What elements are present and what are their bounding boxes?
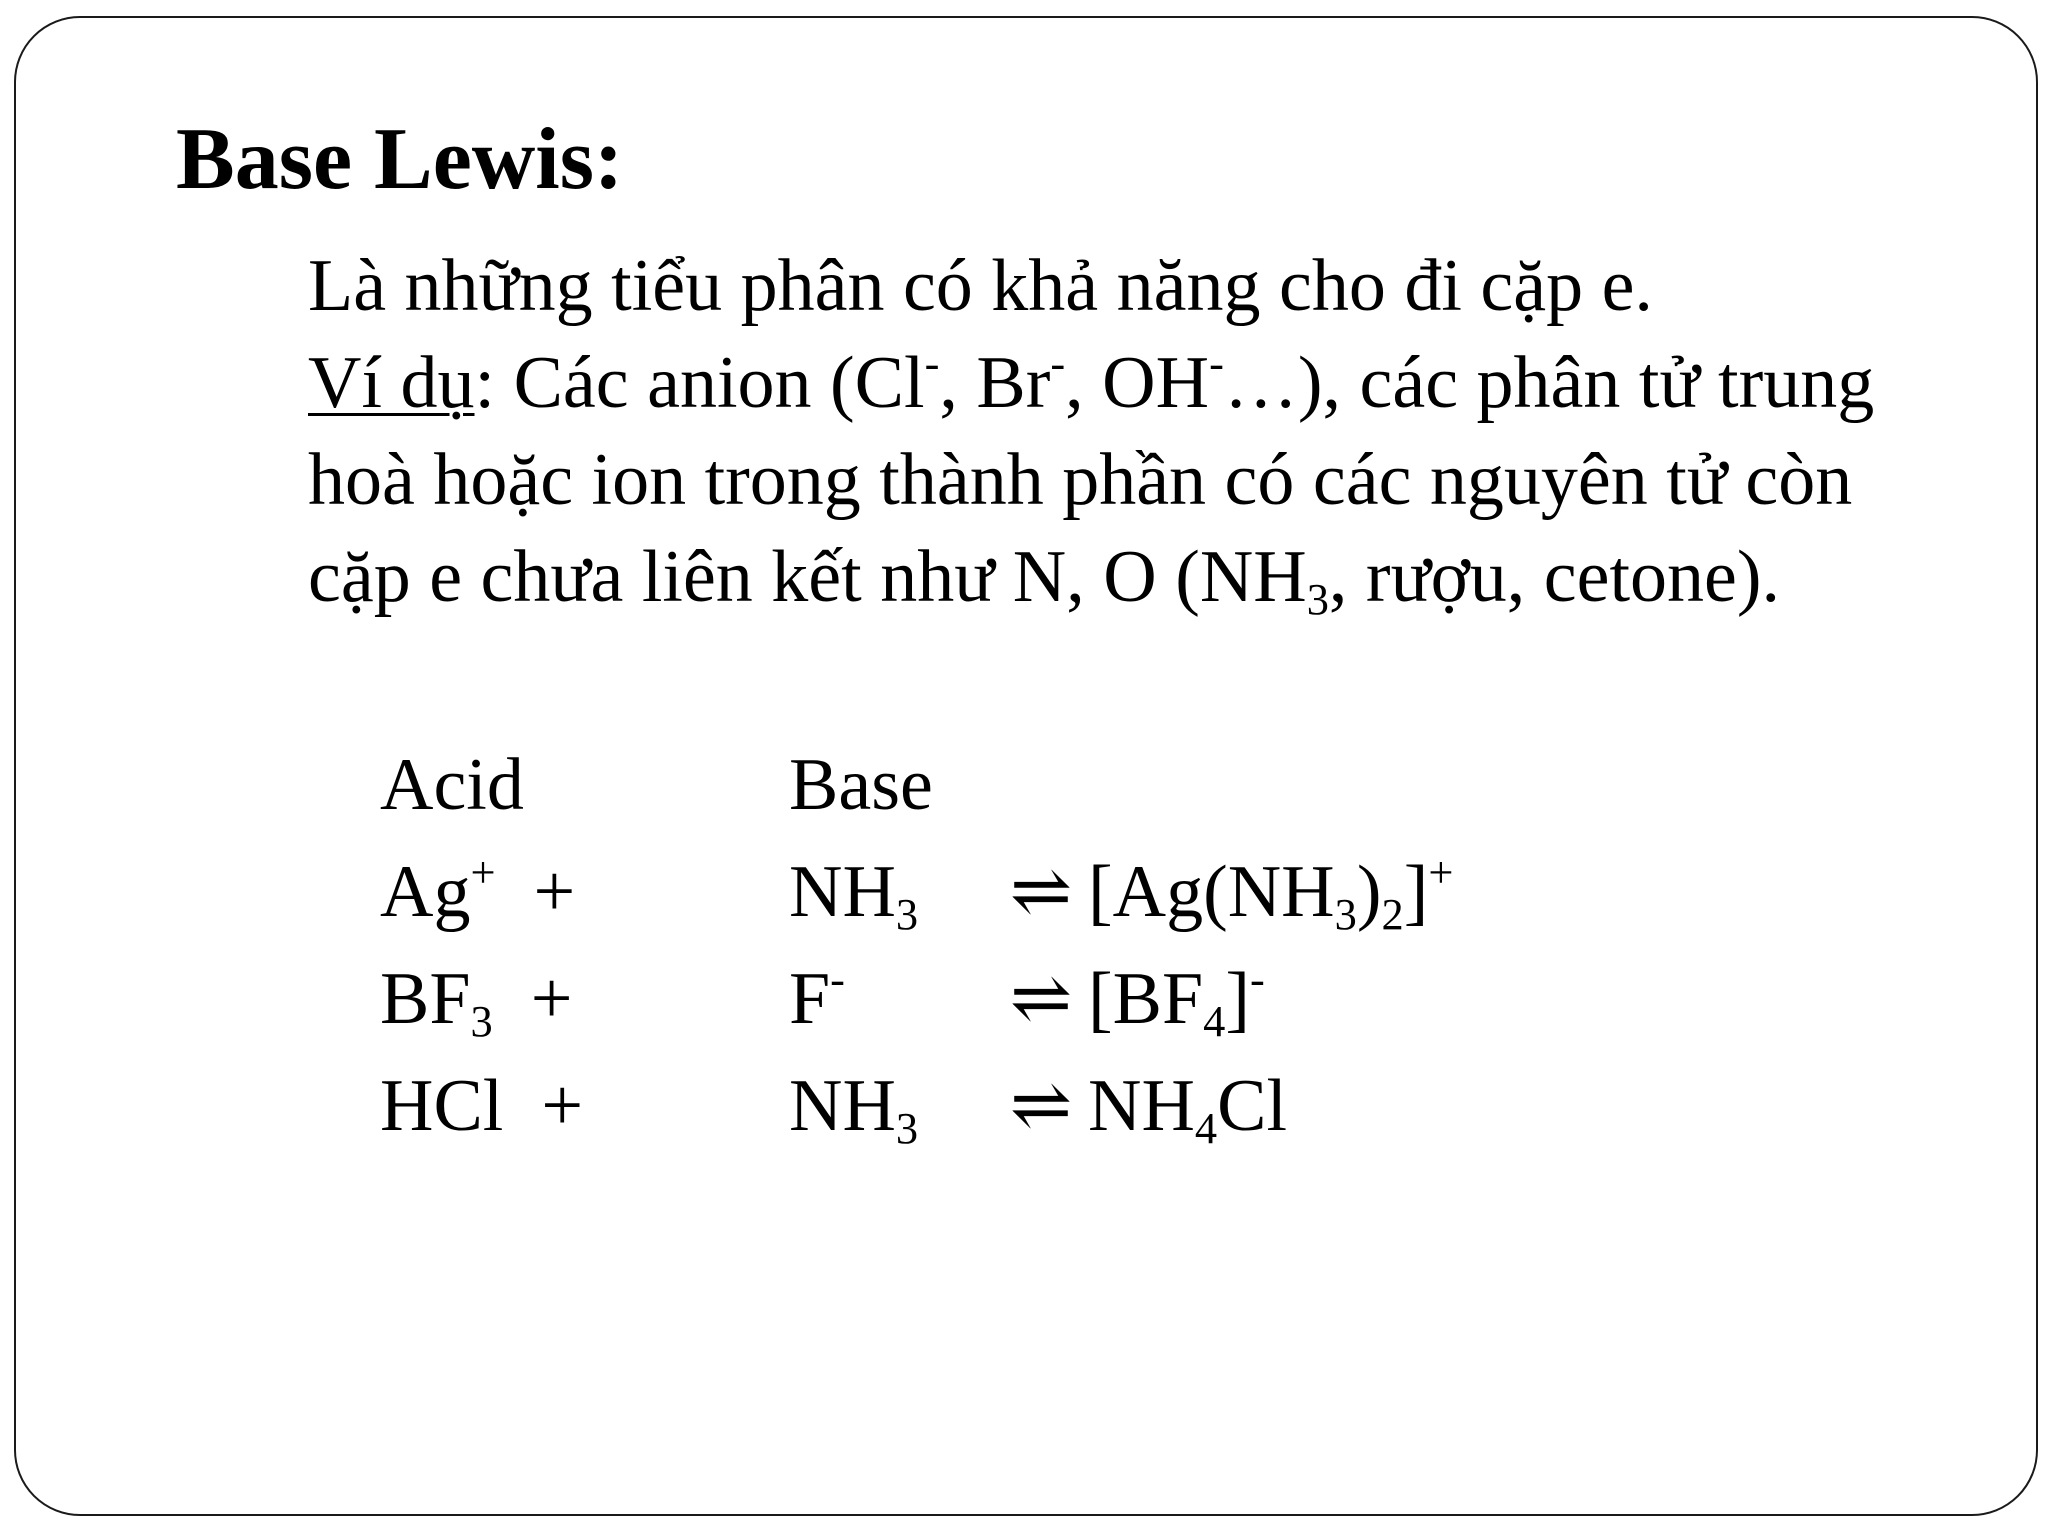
acid-subscript: 3 — [470, 996, 493, 1047]
base-formula: NH — [789, 851, 896, 933]
product-charge: + — [1428, 847, 1454, 898]
acid-formula: Ag — [380, 851, 471, 933]
reaction-product — [1010, 839, 1453, 946]
product-formula: NH — [1088, 1065, 1195, 1147]
base-formula: F — [789, 958, 831, 1040]
product-formula: ] — [1403, 851, 1429, 933]
product-charge: - — [1250, 954, 1265, 1005]
product-formula: ) — [1356, 851, 1382, 933]
example-text-1: Các anion (Cl — [495, 342, 925, 424]
example-paragraph — [308, 335, 1948, 626]
acid-charge: + — [470, 847, 496, 898]
product-formula: [Ag(NH — [1088, 851, 1335, 933]
header-base: Base — [789, 744, 933, 826]
example-text-5: , rượu, cetone). — [1328, 536, 1781, 618]
base-charge: - — [830, 954, 845, 1005]
acid-formula: HCl — [380, 1065, 504, 1147]
reaction-base — [789, 839, 918, 946]
plus-sign: + — [530, 958, 573, 1040]
product-formula: Cl — [1217, 1065, 1288, 1147]
equilibrium-arrow-icon: ⇌ — [1010, 1065, 1073, 1147]
reaction-base — [789, 1053, 918, 1160]
chloride-charge: - — [924, 338, 940, 389]
header-acid: Acid — [380, 744, 524, 826]
plus-sign: + — [533, 851, 576, 933]
reaction-acid — [380, 839, 575, 946]
equilibrium-arrow-icon: ⇌ — [1010, 851, 1073, 933]
base-subscript: 3 — [895, 1103, 919, 1154]
bromide-charge: - — [1050, 338, 1066, 389]
example-text-4: …), các phân tử trung hoà hoặc ion trong thành phần có các nguyên tử còn cặp e chưa liên kết như N, O (NH — [308, 342, 1875, 618]
base-formula: NH — [789, 1065, 896, 1147]
reaction-acid — [380, 946, 572, 1053]
product-subscript: 3 — [1334, 889, 1357, 940]
reaction-product — [1010, 1053, 1287, 1160]
example-text-3: , OH — [1065, 342, 1210, 424]
product-subscript: 4 — [1194, 1103, 1218, 1154]
equilibrium-arrow-icon: ⇌ — [1010, 958, 1073, 1040]
slide-body — [308, 238, 1948, 626]
reaction-product — [1010, 946, 1265, 1053]
product-formula: ] — [1225, 958, 1251, 1040]
definition-paragraph: Là những tiểu phân có khả năng cho đi cặp e. — [308, 245, 1653, 327]
product-subscript: 4 — [1203, 996, 1226, 1047]
product-subscript: 2 — [1381, 889, 1404, 940]
example-label: Ví dụ — [308, 342, 475, 424]
reaction-base — [789, 946, 845, 1053]
example-colon: : — [474, 342, 496, 424]
base-subscript: 3 — [895, 889, 919, 940]
acid-formula: BF — [380, 958, 471, 1040]
reaction-acid — [380, 1053, 583, 1160]
hydroxide-charge: - — [1209, 338, 1224, 389]
ammonia-subscript: 3 — [1306, 574, 1329, 625]
slide-title: Base Lewis: — [176, 111, 624, 208]
product-formula: [BF — [1088, 958, 1204, 1040]
example-text-2: , Br — [939, 342, 1051, 424]
plus-sign: + — [541, 1065, 584, 1147]
